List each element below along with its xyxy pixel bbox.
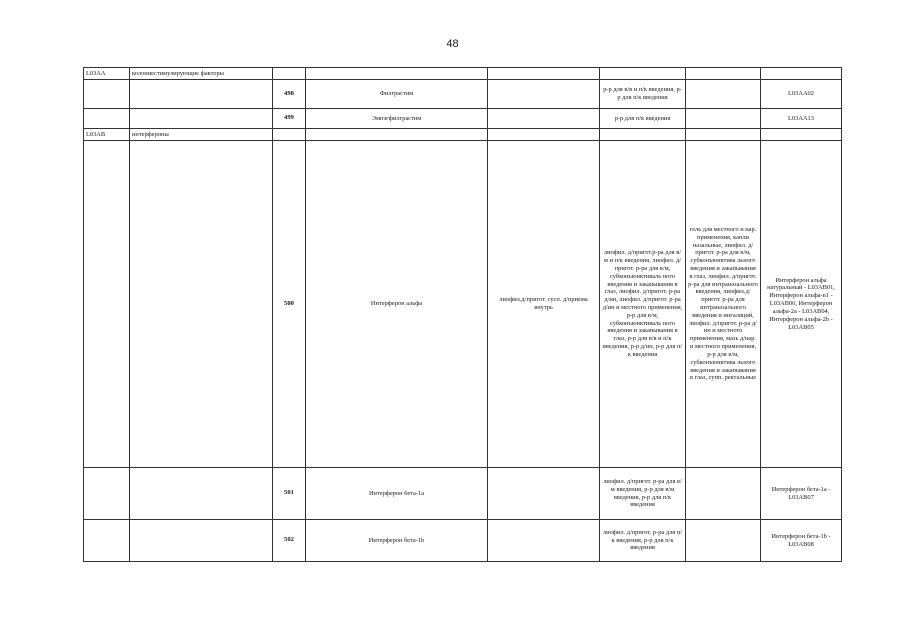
item-number: 499 — [273, 109, 306, 129]
table-row — [84, 129, 842, 141]
table-row — [84, 468, 842, 520]
cell-empty — [130, 109, 273, 129]
table-row — [84, 109, 842, 129]
drug-name: Интерферон альфа — [306, 141, 488, 468]
cell-empty — [130, 468, 273, 520]
dosage-form-3 — [686, 80, 761, 109]
dosage-form-1 — [488, 520, 600, 562]
cell-empty — [306, 129, 488, 141]
dosage-form-1 — [488, 80, 600, 109]
item-number: 498 — [273, 80, 306, 109]
cell-empty — [761, 129, 842, 141]
cell-empty — [686, 129, 761, 141]
dosage-form-2: р-р для п/к введения — [600, 109, 686, 129]
drug-table — [83, 67, 842, 562]
dosage-form-1 — [488, 109, 600, 129]
atc-code: Интерферон бета-1b - L03AB08 — [761, 520, 842, 562]
dosage-form-2: лиофил. д/пригот.р-ра для в/м и п/к введения, лиофил. д/пригот. р-ра для в/м, субконъюнктиваль ного введения и закапывания в глаз, лиофил. д/пригот. р-ра д/ин, лиофил. д/пригот. р-ра д/ин и местного применения, р-р для в/м, субконъюнктиваль ного введения и закапывания в глаз, р-р для в/в и п/к введения, р-р д/ин, р-р для п/к введения — [600, 141, 686, 468]
drug-name: Филграстим — [306, 80, 488, 109]
cell-empty — [273, 129, 306, 141]
dosage-form-1 — [488, 468, 600, 520]
atc-code: L03AA02 — [761, 80, 842, 109]
drug-name: Эмпэгфилграстим — [306, 109, 488, 129]
drug-name: Интерферон бета-1а — [306, 468, 488, 520]
cell-empty — [130, 141, 273, 468]
cell-empty — [84, 468, 130, 520]
cell-empty — [84, 141, 130, 468]
item-number: 502 — [273, 520, 306, 562]
cell-empty — [686, 68, 761, 80]
atc-group-name: интерфероны — [130, 129, 273, 141]
item-number: 501 — [273, 468, 306, 520]
cell-empty — [130, 80, 273, 109]
atc-group-name: колониестимулирующие факторы — [130, 68, 273, 80]
dosage-form-2: лиофил. д/пригот. р-ра для п/к введения, р-р для п/к введения — [600, 520, 686, 562]
cell-empty — [130, 520, 273, 562]
cell-empty — [84, 80, 130, 109]
dosage-form-3 — [686, 468, 761, 520]
dosage-form-1: лиофил.д/пригот. сусп. д/приема внутрь — [488, 141, 600, 468]
dosage-form-2: лиофил. д/пригот. р-ра для в/м введения, р-р для в/м введения, р-р для п/к введения — [600, 468, 686, 520]
atc-group-code: L03AB — [84, 129, 130, 141]
table-row — [84, 68, 842, 80]
item-number: 500 — [273, 141, 306, 468]
cell-empty — [273, 68, 306, 80]
cell-empty — [488, 68, 600, 80]
atc-code: Интерферон бета-1а - L03AB07 — [761, 468, 842, 520]
atc-group-code: L03AA — [84, 68, 130, 80]
cell-empty — [306, 68, 488, 80]
cell-empty — [84, 109, 130, 129]
table-row — [84, 80, 842, 109]
cell-empty — [600, 68, 686, 80]
dosage-form-3: гель для местного и нар. применения, капли назальные, лиофил. д/пригот. р-ра для в/м, субконъюнктива льного введения и закапывания в глаз, лиофил. д/пригот. р-ра для интраназального введения, лиофил.д/пригот. р-ра для интраназального введения и ингаляций, лиофил. д/пригот. р-ра д/ин и местного применения, мазь д/нар. и местного применения, р-р для в/м, субконъюнктива льного введения и закапывания в глаз, супп. ректальные — [686, 141, 761, 468]
cell-empty — [84, 520, 130, 562]
drug-name: Интерферон бета-1b — [306, 520, 488, 562]
cell-empty — [488, 129, 600, 141]
atc-code: Интерферон альфа натуральный - L03AB01, Интерферон альфа-n1 - L03AB06, Интерферон альфа-2а - L03AB04, Интерферон альфа-2b - L03AB05 — [761, 141, 842, 468]
table-row — [84, 520, 842, 562]
dosage-form-3 — [686, 520, 761, 562]
atc-code: L03AA13 — [761, 109, 842, 129]
table-row — [84, 141, 842, 468]
cell-empty — [600, 129, 686, 141]
page-number: 48 — [446, 38, 459, 50]
dosage-form-3 — [686, 109, 761, 129]
cell-empty — [761, 68, 842, 80]
dosage-form-2: р-р для в/в и п/к введения, р-р для п/к введения — [600, 80, 686, 109]
